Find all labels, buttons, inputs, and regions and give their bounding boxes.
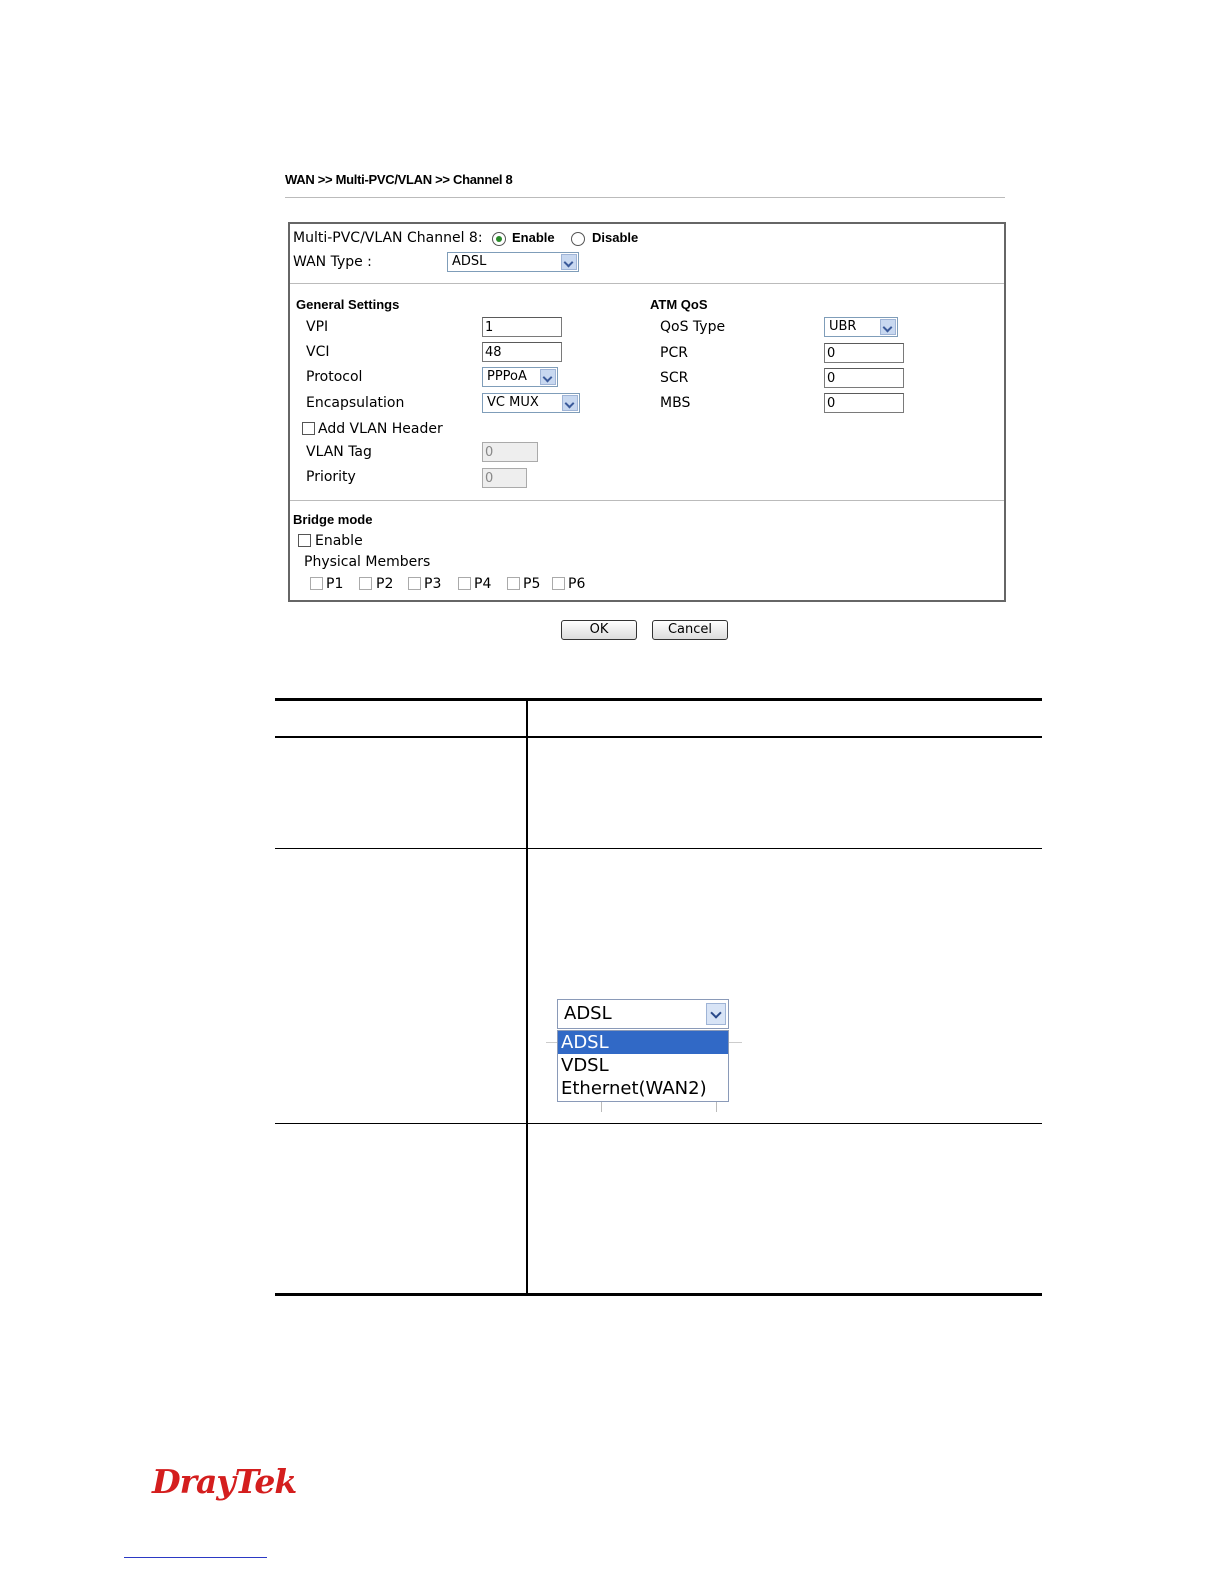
general-settings-heading: General Settings xyxy=(296,297,400,312)
table-bottom-border xyxy=(275,1293,1042,1296)
bridge-mode-heading: Bridge mode xyxy=(293,512,373,527)
wan-type-label: WAN Type : xyxy=(293,254,372,270)
chevron-down-icon xyxy=(706,1003,726,1025)
mbs-input[interactable]: 0 xyxy=(824,393,904,413)
channel-disable-radio[interactable] xyxy=(571,232,585,246)
table-row-divider xyxy=(275,1123,1042,1124)
bridge-enable-label: Enable xyxy=(315,533,363,549)
protocol-label: Protocol xyxy=(306,369,363,385)
port-p3-checkbox[interactable] xyxy=(408,577,421,590)
section-divider xyxy=(290,283,1004,284)
faded-divider xyxy=(601,1102,602,1112)
dropdown-list xyxy=(557,1030,729,1102)
scr-input[interactable]: 0 xyxy=(824,368,904,388)
channel-enable-radio[interactable] xyxy=(492,232,506,246)
physical-members-label: Physical Members xyxy=(304,554,431,570)
vlan-tag-label: VLAN Tag xyxy=(306,444,372,460)
wan-type-select[interactable] xyxy=(447,252,579,272)
wan-type-dropdown-example xyxy=(546,978,742,1114)
pcr-input[interactable]: 0 xyxy=(824,343,904,363)
chevron-down-icon xyxy=(562,395,578,411)
cancel-button[interactable]: Cancel xyxy=(652,620,728,640)
port-p4-label: P4 xyxy=(474,576,492,592)
encapsulation-value: VC MUX xyxy=(487,395,539,410)
footer-rule xyxy=(124,1557,267,1558)
priority-input[interactable]: 0 xyxy=(482,468,527,488)
port-p2-label: P2 xyxy=(376,576,394,592)
dropdown-option-ethernet[interactable]: Ethernet(WAN2) xyxy=(561,1078,707,1099)
channel-label: Multi-PVC/VLAN Channel 8: xyxy=(293,230,483,246)
qos-type-value: UBR xyxy=(829,319,857,334)
table-header-border xyxy=(275,736,1042,738)
channel-disable-label: Disable xyxy=(592,230,639,245)
vlan-tag-input[interactable]: 0 xyxy=(482,442,538,462)
encapsulation-select[interactable] xyxy=(482,393,580,413)
mbs-label: MBS xyxy=(660,395,691,411)
port-p6-checkbox[interactable] xyxy=(552,577,565,590)
vpi-input[interactable]: 1 xyxy=(482,317,562,337)
table-row-divider xyxy=(275,848,1042,849)
dropdown-option-adsl[interactable]: ADSL xyxy=(558,1031,728,1054)
protocol-select[interactable] xyxy=(482,367,558,387)
chevron-down-icon xyxy=(561,254,577,270)
breadcrumb: WAN >> Multi-PVC/VLAN >> Channel 8 xyxy=(285,172,513,187)
dropdown-value: ADSL xyxy=(564,1003,612,1024)
bridge-enable-checkbox[interactable] xyxy=(298,534,311,547)
port-p5-label: P5 xyxy=(523,576,541,592)
vci-label: VCI xyxy=(306,344,330,360)
port-p1-label: P1 xyxy=(326,576,344,592)
add-vlan-header-checkbox[interactable] xyxy=(302,422,315,435)
channel-settings-panel xyxy=(288,222,1006,602)
port-p4-checkbox[interactable] xyxy=(458,577,471,590)
encapsulation-label: Encapsulation xyxy=(306,395,405,411)
chevron-down-icon xyxy=(540,369,556,385)
port-p5-checkbox[interactable] xyxy=(507,577,520,590)
port-p2-checkbox[interactable] xyxy=(359,577,372,590)
port-p3-label: P3 xyxy=(424,576,442,592)
dropdown-option-vdsl[interactable]: VDSL xyxy=(561,1055,609,1076)
chevron-down-icon xyxy=(880,319,896,335)
table-top-border xyxy=(275,698,1042,701)
port-p6-label: P6 xyxy=(568,576,586,592)
wan-type-value: ADSL xyxy=(452,254,487,269)
dropdown-select[interactable] xyxy=(557,999,729,1029)
table-column-divider xyxy=(526,700,528,1295)
section-divider xyxy=(290,500,1004,501)
vpi-label: VPI xyxy=(306,319,329,335)
qos-type-select[interactable] xyxy=(824,317,898,337)
qos-type-label: QoS Type xyxy=(660,319,726,335)
breadcrumb-divider xyxy=(285,197,1005,198)
protocol-value: PPPoA xyxy=(487,369,527,384)
ok-button[interactable]: OK xyxy=(561,620,637,640)
faded-divider xyxy=(716,1102,717,1112)
pcr-label: PCR xyxy=(660,345,688,361)
atm-qos-heading: ATM QoS xyxy=(650,297,708,312)
draytek-logo: DrayTek xyxy=(152,1462,297,1501)
port-p1-checkbox[interactable] xyxy=(310,577,323,590)
vci-input[interactable]: 48 xyxy=(482,342,562,362)
add-vlan-header-label: Add VLAN Header xyxy=(318,421,443,437)
priority-label: Priority xyxy=(306,469,356,485)
scr-label: SCR xyxy=(660,370,689,386)
channel-enable-label: Enable xyxy=(512,230,555,245)
